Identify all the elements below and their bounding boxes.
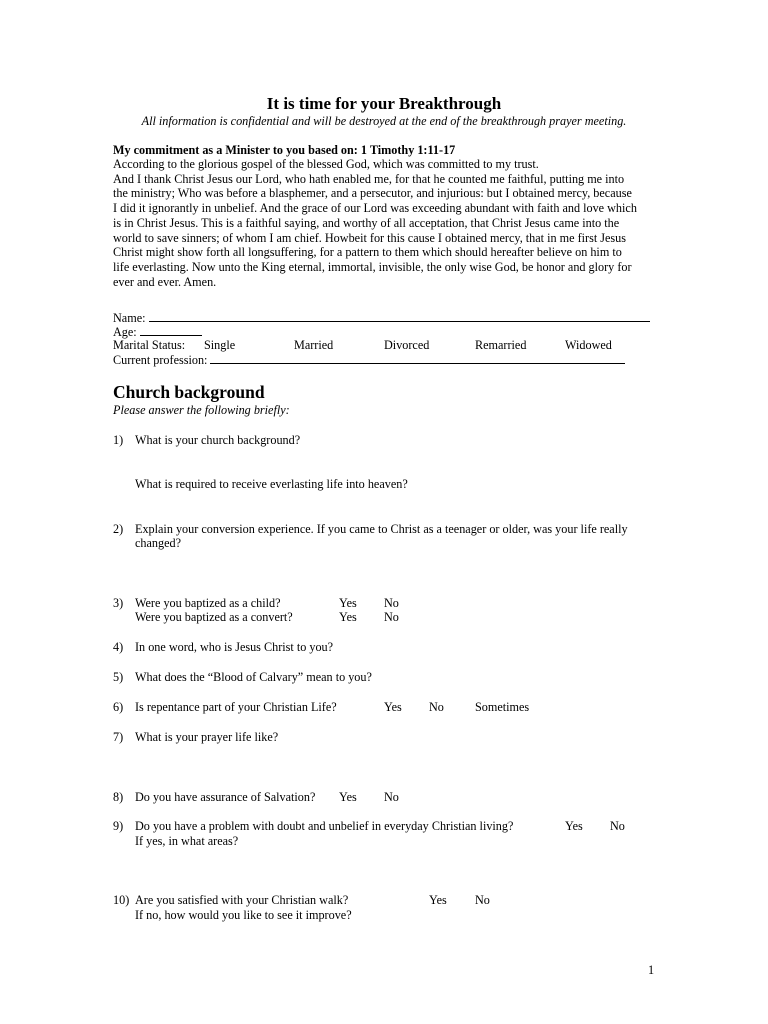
answer-yes[interactable]: Yes bbox=[339, 610, 357, 624]
question-subtext: What is required to receive everlasting life into heaven? bbox=[135, 477, 408, 491]
question-text: What does the “Blood of Calvary” mean to you? bbox=[135, 670, 372, 684]
marital-option-widowed[interactable]: Widowed bbox=[565, 338, 612, 352]
answer-no[interactable]: No bbox=[384, 610, 399, 624]
page-number: 1 bbox=[648, 963, 655, 977]
question-number: 7) bbox=[113, 730, 124, 744]
question-number: 5) bbox=[113, 670, 124, 684]
marital-option-divorced[interactable]: Divorced bbox=[384, 338, 430, 352]
paragraph-line: ever and ever. Amen. bbox=[113, 274, 217, 289]
paragraph-line: And I thank Christ Jesus our Lord, who hath enabled me, for that he counted me faithful, putting me into bbox=[113, 171, 625, 186]
answer-yes[interactable]: Yes bbox=[429, 893, 447, 907]
question-text: Explain your conversion experience. If you came to Christ as a teenager or older, was your life really bbox=[135, 522, 628, 536]
question-number: 6) bbox=[113, 700, 124, 714]
paragraph-line: is in Christ Jesus. This is a faithful saying, and worthy of all acceptation, that Christ Jesus came into the bbox=[113, 215, 620, 230]
question-number: 8) bbox=[113, 790, 124, 804]
question-number: 9) bbox=[113, 819, 124, 833]
section-title: Church background bbox=[113, 382, 265, 402]
paragraph-line: Christ might show forth all longsuffering, for a pattern to them which should hereafter believe on him to bbox=[113, 245, 622, 260]
question-text: Is repentance part of your Christian Life? bbox=[135, 700, 337, 714]
profession-label: Current profession: bbox=[113, 353, 208, 367]
marital-option-single[interactable]: Single bbox=[204, 338, 236, 352]
question-text: What is your prayer life like? bbox=[135, 730, 279, 744]
question-text: Do you have a problem with doubt and unbelief in everyday Christian living? bbox=[135, 819, 514, 833]
section-instructions: Please answer the following briefly: bbox=[113, 403, 290, 417]
paragraph-line: the ministry; Who was before a blasphemer, and a persecutor, and injurious: but I obtained mercy, because bbox=[113, 186, 632, 201]
answer-yes[interactable]: Yes bbox=[339, 790, 357, 804]
profession-blank[interactable] bbox=[210, 352, 625, 364]
question-text: Are you satisfied with your Christian walk? bbox=[135, 893, 349, 907]
commitment-paragraph bbox=[113, 157, 658, 289]
name-label: Name: bbox=[113, 311, 146, 325]
marital-status-label: Marital Status: bbox=[113, 338, 186, 352]
question-number: 2) bbox=[113, 522, 124, 536]
paragraph-line: life everlasting. Now unto the King eternal, immortal, invisible, the only wise God, be honor and glory for bbox=[113, 259, 632, 274]
profession-field-row bbox=[113, 352, 625, 368]
answer-no[interactable]: No bbox=[384, 596, 399, 610]
marital-option-remarried[interactable]: Remarried bbox=[475, 338, 527, 352]
answer-no[interactable]: No bbox=[610, 819, 625, 833]
name-blank[interactable] bbox=[149, 310, 650, 322]
marital-option-married[interactable]: Married bbox=[294, 338, 334, 352]
answer-yes[interactable]: Yes bbox=[339, 596, 357, 610]
page-title: It is time for your Breakthrough bbox=[266, 94, 502, 113]
age-blank[interactable] bbox=[140, 324, 202, 336]
answer-yes[interactable]: Yes bbox=[384, 700, 402, 714]
question-number: 3) bbox=[113, 596, 124, 610]
paragraph-line: According to the glorious gospel of the blessed God, which was committed to my trust. bbox=[113, 157, 539, 171]
question-text: What is your church background? bbox=[135, 433, 301, 447]
answer-yes[interactable]: Yes bbox=[565, 819, 583, 833]
confidentiality-note: All information is confidential and will be destroyed at the end of the breakthrough prayer meeting. bbox=[141, 114, 627, 128]
question-text-continued: changed? bbox=[135, 536, 182, 550]
question-text: In one word, who is Jesus Christ to you? bbox=[135, 640, 334, 654]
question-number: 4) bbox=[113, 640, 124, 654]
question-text: Were you baptized as a child? bbox=[135, 596, 281, 610]
question-number: 10) bbox=[113, 893, 130, 907]
question-text-continued: If no, how would you like to see it improve? bbox=[135, 908, 352, 922]
answer-no[interactable]: No bbox=[384, 790, 399, 804]
question-number: 1) bbox=[113, 433, 124, 447]
question-text-continued: If yes, in what areas? bbox=[135, 834, 239, 848]
answer-sometimes[interactable]: Sometimes bbox=[475, 700, 530, 714]
paragraph-line: world to save sinners; of whom I am chief. Howbeit for this cause I obtained mercy, that in me first Jesus bbox=[113, 230, 626, 245]
question-text: Do you have assurance of Salvation? bbox=[135, 790, 316, 804]
answer-no[interactable]: No bbox=[475, 893, 490, 907]
age-label: Age: bbox=[113, 325, 137, 339]
paragraph-line: I did it ignorantly in unbelief. And the grace of our Lord was exceeding abundant with faith and love which bbox=[113, 201, 637, 216]
commitment-heading: My commitment as a Minister to you based on: 1 Timothy 1:11-17 bbox=[113, 143, 456, 157]
answer-no[interactable]: No bbox=[429, 700, 444, 714]
question-text-continued: Were you baptized as a convert? bbox=[135, 610, 293, 624]
